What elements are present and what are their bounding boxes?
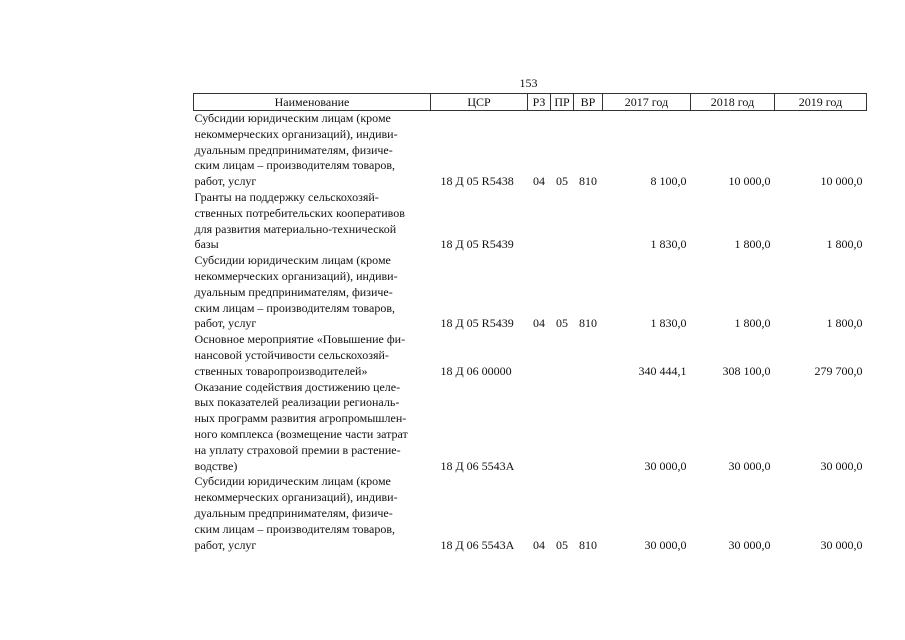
row-2017: 1 830,0: [650, 316, 687, 331]
row-2018: 30 000,0: [728, 458, 771, 473]
row-2018: 308 100,0: [722, 363, 771, 378]
header-name: Наименование: [194, 94, 431, 111]
table-row: [194, 190, 867, 253]
row-2017: 30 000,0: [644, 537, 687, 552]
header-2019: 2019 год: [775, 94, 867, 111]
row-name: Субсидии юридическим лицам (кроме некоммерческих организаций), индиви- дуальным предпринимателям, физиче- ским лицам – производителям товаров, работ, услуг: [194, 474, 398, 552]
row-2019: 279 700,0: [814, 363, 863, 378]
row-2019: 1 800,0: [826, 237, 863, 252]
row-2019: 30 000,0: [820, 458, 863, 473]
row-pr: [551, 380, 574, 475]
header-pr: ПР: [551, 94, 574, 111]
row-rz: 04: [533, 316, 545, 331]
row-pr: 05: [556, 316, 568, 331]
row-2019: 30 000,0: [820, 537, 863, 552]
row-2018: 10 000,0: [728, 174, 771, 189]
header-rz: РЗ: [528, 94, 551, 111]
row-name: Субсидии юридическим лицам (кроме некоммерческих организаций), индиви- дуальным предпринимателям, физиче- ским лицам – производителям товаров, работ, услуг: [194, 111, 398, 189]
row-pr: 05: [556, 174, 568, 189]
row-2019: 10 000,0: [820, 174, 863, 189]
row-rz: [528, 190, 551, 253]
row-vr: [574, 380, 603, 475]
table-row: [194, 253, 867, 332]
row-csr: 18 Д 05 R5439: [440, 237, 514, 252]
table-header-row: [194, 94, 867, 111]
row-2017: 8 100,0: [650, 174, 687, 189]
row-2017: 30 000,0: [644, 458, 687, 473]
row-pr: 05: [556, 537, 568, 552]
row-name: Субсидии юридическим лицам (кроме некоммерческих организаций), индиви- дуальным предпринимателям, физиче- ским лицам – производителям товаров, работ, услуг: [194, 253, 398, 331]
header-2017: 2017 год: [603, 94, 691, 111]
row-vr: 810: [579, 316, 597, 331]
row-csr: 18 Д 05 R5438: [440, 174, 514, 189]
table-row: [194, 332, 867, 379]
table-row: [194, 474, 867, 553]
row-vr: 810: [579, 537, 597, 552]
row-rz: 04: [533, 174, 545, 189]
row-rz: 04: [533, 537, 545, 552]
header-csr: ЦСР: [431, 94, 528, 111]
row-2018: 30 000,0: [728, 537, 771, 552]
header-2018: 2018 год: [691, 94, 775, 111]
row-2017: 1 830,0: [650, 237, 687, 252]
row-2019: 1 800,0: [826, 316, 863, 331]
row-csr: 18 Д 05 R5439: [440, 316, 514, 331]
row-vr: 810: [579, 174, 597, 189]
row-pr: [551, 190, 574, 253]
page-number: 153: [519, 76, 538, 90]
table-row: [194, 111, 867, 190]
table-row: [194, 380, 867, 475]
row-csr: 18 Д 06 00000: [440, 363, 512, 378]
header-vr: ВР: [574, 94, 603, 111]
row-name: Основное мероприятие «Повышение фи- нансовой устойчивости сельскохозяй- ственных товаропроизводителей»: [194, 332, 406, 378]
row-rz: [528, 380, 551, 475]
budget-table: [193, 93, 867, 553]
row-2018: 1 800,0: [734, 316, 771, 331]
row-name: Гранты на поддержку сельскохозяй- ственных потребительских кооперативов для развития материально-технической базы: [194, 189, 405, 252]
row-2018: 1 800,0: [734, 237, 771, 252]
row-rz: [528, 332, 551, 379]
row-vr: [574, 332, 603, 379]
row-vr: [574, 190, 603, 253]
row-csr: 18 Д 06 5543А: [440, 537, 515, 552]
row-2017: 340 444,1: [638, 363, 687, 378]
row-name: Оказание содействия достижению целе- вых показателей реализации региональ- ных программ развития агропромышлен- ного комплекса (возмещение части затрат на уплату страховой премии в растение- водстве): [194, 379, 408, 473]
row-pr: [551, 332, 574, 379]
row-csr: 18 Д 06 5543А: [440, 458, 515, 473]
